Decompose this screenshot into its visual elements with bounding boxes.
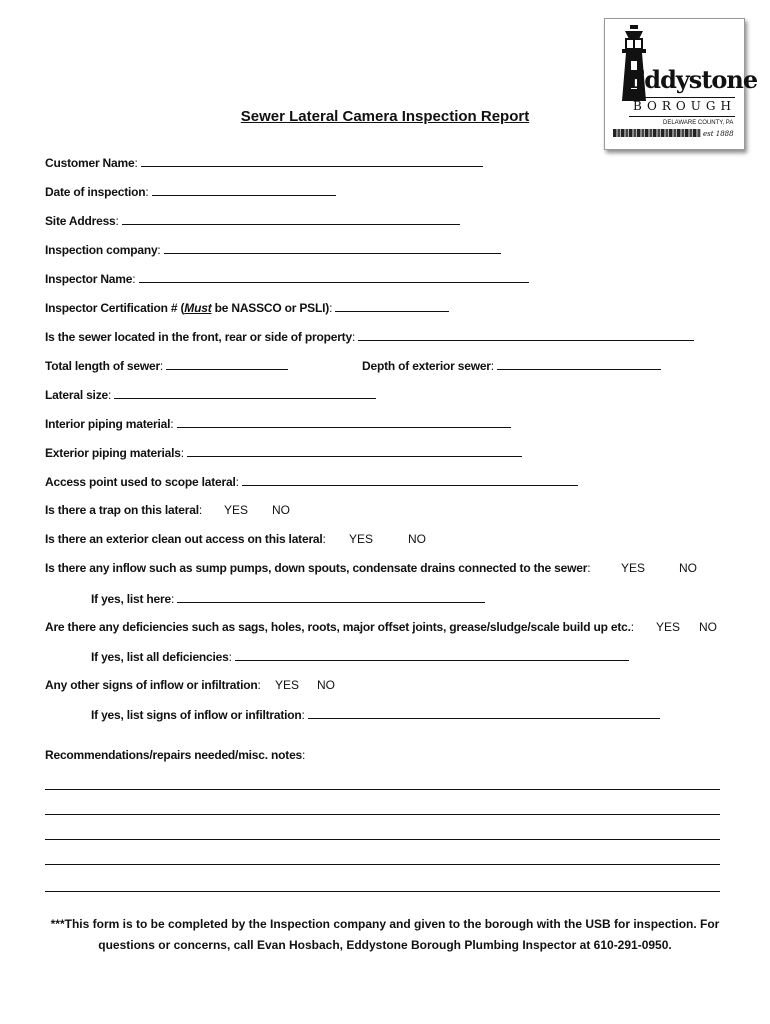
inflow-list-field: If yes, list here: — [91, 590, 485, 607]
field-label: Is the sewer located in the front, rear or side of property — [45, 330, 352, 344]
field-label: Access point used to scope lateral — [45, 475, 236, 489]
exterior-piping-input[interactable] — [187, 444, 522, 457]
depth-exterior-input[interactable] — [497, 357, 661, 370]
field-label: Interior piping material — [45, 417, 171, 431]
other-signs-yes-option[interactable]: YES — [275, 678, 300, 692]
sewer-location-input[interactable] — [358, 328, 694, 341]
logo-est: est 1888 — [703, 130, 734, 138]
cleanout-no-option[interactable]: NO — [408, 532, 426, 546]
inflow-list-input[interactable] — [177, 590, 485, 603]
footer-line: questions or concerns, call Evan Hosbach, Eddystone Borough Plumbing Inspector at 610-291-0950. — [98, 938, 672, 952]
inflow-question: Is there any inflow such as sump pumps, down spouts, condensate drains connected to the sewer: — [45, 561, 591, 575]
field-label: Exterior piping materials — [45, 446, 181, 460]
footer-line: ***This form is to be completed by the Inspection company and given to the borough with the USB for inspection. For — [50, 917, 720, 931]
field-label: Inspection company — [45, 243, 158, 257]
field-label: If yes, list all deficiencies — [91, 650, 229, 664]
inflow-no-option[interactable]: NO — [679, 561, 697, 575]
sewer-location-field: Is the sewer located in the front, rear or side of property: — [45, 328, 694, 345]
page-title: Sewer Lateral Camera Inspection Report — [240, 108, 530, 125]
access-point-field: Access point used to scope lateral: — [45, 473, 578, 490]
field-label: Inspector Name — [45, 272, 133, 286]
date-of-inspection-input[interactable] — [152, 183, 336, 196]
date-of-inspection-field: Date of inspection: — [45, 183, 336, 200]
cert-must: Must — [184, 301, 212, 315]
logo-borough: BOROUGH — [633, 99, 736, 113]
site-address-input[interactable] — [122, 212, 460, 225]
inflow-yes-option[interactable]: YES — [621, 561, 646, 575]
field-label: If yes, list here — [91, 592, 171, 606]
question-label: Is there a trap on this lateral — [45, 503, 199, 517]
cleanout-yes-option[interactable]: YES — [349, 532, 374, 546]
interior-piping-field: Interior piping material: — [45, 415, 511, 432]
question-label: Any other signs of inflow or infiltration — [45, 678, 258, 692]
question-label: Are there any deficiencies such as sags, holes, roots, major offset joints, grease/sludge/scale build up etc. — [45, 620, 631, 634]
notes-field: Recommendations/repairs needed/misc. notes: — [45, 748, 306, 762]
inspector-name-field: Inspector Name: — [45, 270, 529, 287]
field-label: Depth of exterior sewer — [362, 359, 491, 373]
notes-label: Recommendations/repairs needed/misc. notes — [45, 748, 303, 762]
inspector-name-input[interactable] — [139, 270, 529, 283]
notes-line[interactable] — [45, 864, 720, 865]
deficiencies-yes-option[interactable]: YES — [656, 620, 681, 634]
inspector-certification-input[interactable] — [335, 299, 449, 312]
total-length-field: Total length of sewer: — [45, 357, 288, 374]
field-label: Customer Name — [45, 156, 135, 170]
field-label: Lateral size — [45, 388, 108, 402]
notes-line[interactable] — [45, 839, 720, 840]
inspection-company-field: Inspection company: — [45, 241, 501, 258]
logo-county: DELAWARE COUNTY, PA — [663, 120, 734, 126]
cert-suffix: be NASSCO or PSLI) — [211, 301, 330, 315]
other-signs-no-option[interactable]: NO — [317, 678, 335, 692]
question-label: Is there any inflow such as sump pumps, down spouts, condensate drains connected to the sewer — [45, 561, 588, 575]
eddystone-logo — [604, 18, 758, 150]
site-address-field: Site Address: — [45, 212, 460, 229]
question-label: Is there an exterior clean out access on this lateral — [45, 532, 323, 546]
trap-no-option[interactable]: NO — [272, 503, 290, 517]
field-label: Date of inspection — [45, 185, 146, 199]
trap-yes-option[interactable]: YES — [224, 503, 249, 517]
deficiencies-question: Are there any deficiencies such as sags, holes, roots, major offset joints, grease/sludge/scale build up etc.: — [45, 620, 635, 634]
cert-prefix: Inspector Certification # ( — [45, 301, 185, 315]
customer-name-field: Customer Name: — [45, 154, 483, 171]
depth-exterior-field: Depth of exterior sewer: — [362, 357, 661, 374]
other-signs-list-input[interactable] — [308, 706, 660, 719]
logo-rocks — [613, 129, 701, 137]
field-label: Total length of sewer — [45, 359, 160, 373]
other-signs-list-field: If yes, list signs of inflow or infiltration: — [91, 706, 660, 723]
other-signs-question: Any other signs of inflow or infiltration: — [45, 678, 261, 692]
field-label: If yes, list signs of inflow or infiltration — [91, 708, 302, 722]
field-label — [45, 301, 329, 315]
notes-line[interactable] — [45, 814, 720, 815]
notes-line[interactable] — [45, 789, 720, 790]
inspection-company-input[interactable] — [164, 241, 501, 254]
deficiencies-list-input[interactable] — [235, 648, 629, 661]
logo-name: Eddystone — [627, 65, 758, 94]
field-label: Site Address — [45, 214, 116, 228]
inspector-certification-field: Inspector Certification # (Must be NASSCO or PSLI): — [45, 299, 449, 316]
footer-note — [40, 914, 730, 956]
deficiencies-no-option[interactable]: NO — [699, 620, 717, 634]
access-point-input[interactable] — [242, 473, 578, 486]
trap-question: Is there a trap on this lateral: — [45, 503, 203, 517]
total-length-input[interactable] — [166, 357, 288, 370]
cleanout-question: Is there an exterior clean out access on this lateral: — [45, 532, 326, 546]
interior-piping-input[interactable] — [177, 415, 511, 428]
lateral-size-input[interactable] — [114, 386, 376, 399]
deficiencies-list-field: If yes, list all deficiencies: — [91, 648, 629, 665]
logo-rule — [629, 97, 735, 98]
lateral-size-field: Lateral size: — [45, 386, 376, 403]
customer-name-input[interactable] — [141, 154, 483, 167]
notes-line[interactable] — [45, 891, 720, 892]
exterior-piping-field: Exterior piping materials: — [45, 444, 522, 461]
